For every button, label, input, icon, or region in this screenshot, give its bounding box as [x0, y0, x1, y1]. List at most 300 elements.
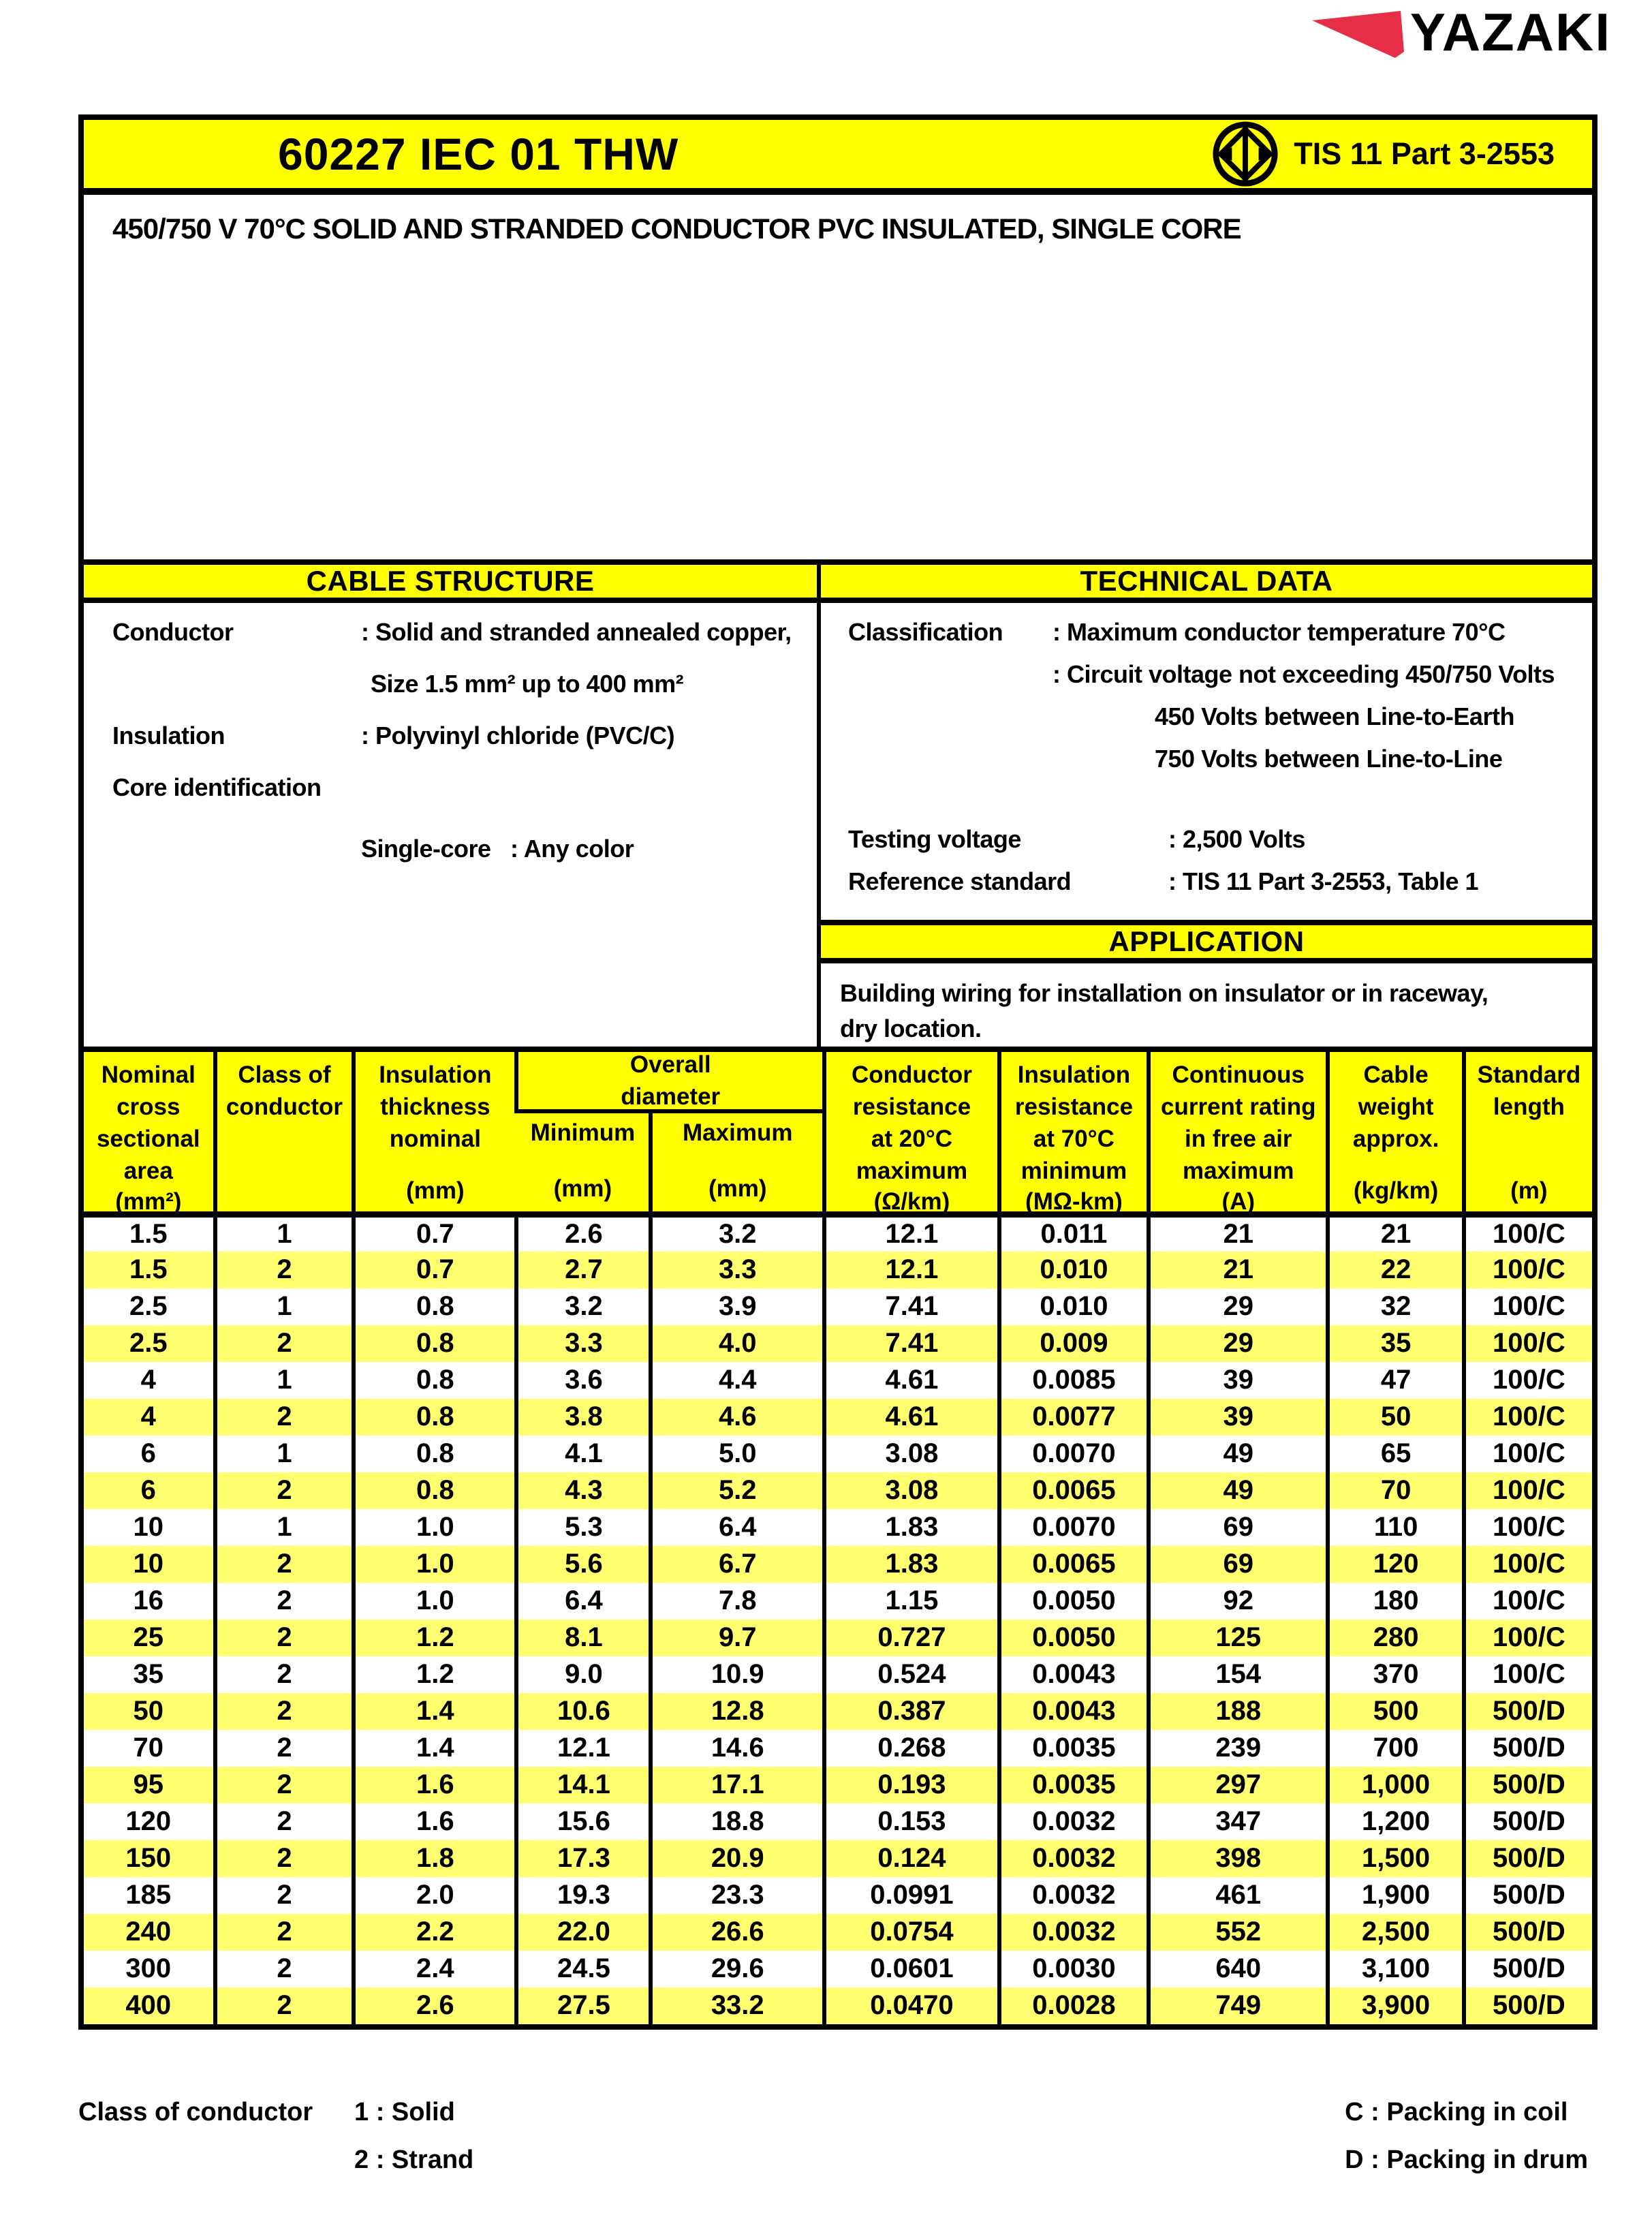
table-cell: 2.0	[354, 1877, 516, 1914]
table-cell: 4.6	[651, 1399, 824, 1436]
table-cell: 1	[215, 1436, 354, 1472]
table-cell: 0.0030	[999, 1951, 1149, 1987]
table-cell: 1.83	[824, 1546, 999, 1583]
insulation-row	[112, 720, 817, 752]
text-line: area	[123, 1158, 173, 1184]
table-cell: 0.010	[999, 1252, 1149, 1288]
technical-data-body	[821, 603, 1592, 897]
table-cell: 1.5	[84, 1252, 215, 1288]
table-cell: 500/D	[1464, 1730, 1592, 1767]
table-cell: 500/D	[1464, 1693, 1592, 1730]
table-cell: 3,900	[1328, 1987, 1463, 2024]
table-cell: 749	[1149, 1987, 1328, 2024]
table-row	[84, 1399, 1592, 1436]
table-cell: 2.5	[84, 1325, 215, 1362]
table-cell: 10.9	[651, 1656, 824, 1693]
text-line: nominal	[389, 1126, 481, 1152]
table-row	[84, 1252, 1592, 1288]
table-cell: 12.8	[651, 1693, 824, 1730]
table-cell: 100/C	[1464, 1620, 1592, 1656]
table-cell: 29	[1149, 1288, 1328, 1325]
table-cell: 2	[215, 1546, 354, 1583]
table-cell: 2	[215, 1472, 354, 1509]
table-cell: 400	[84, 1987, 215, 2024]
table-cell: 188	[1149, 1693, 1328, 1730]
text-line: C : Packing in coil	[1345, 2097, 1568, 2126]
subtitle-area	[84, 195, 1592, 559]
table-cell: 0.0035	[999, 1767, 1149, 1803]
table-cell: 552	[1149, 1914, 1328, 1951]
table-cell: 2	[215, 1767, 354, 1803]
table-cell: 0.009	[999, 1325, 1149, 1362]
text-line: Overall	[629, 1051, 711, 1078]
table-cell: 5.6	[516, 1546, 651, 1583]
table-cell: 6	[84, 1472, 215, 1509]
table-cell: 50	[84, 1693, 215, 1730]
table-cell: 7.41	[824, 1288, 999, 1325]
table-cell: 3.3	[516, 1325, 651, 1362]
cable-structure-section	[84, 559, 821, 1047]
table-cell: 300	[84, 1951, 215, 1987]
table-cell: 0.124	[824, 1840, 999, 1877]
single-core-row	[112, 833, 817, 865]
table-cell: 0.0085	[999, 1362, 1149, 1399]
table-cell: 500/D	[1464, 1914, 1592, 1951]
table-cell: 0.0028	[999, 1987, 1149, 2024]
table-row	[84, 1693, 1592, 1730]
yazaki-logo-text: YAZAKI	[1409, 2, 1611, 62]
table-row	[84, 1767, 1592, 1803]
table-cell: 0.0070	[999, 1436, 1149, 1472]
table-cell: 0.8	[354, 1399, 516, 1436]
table-cell: 39	[1149, 1362, 1328, 1399]
text-line: current rating	[1160, 1094, 1316, 1120]
text-line: Standard	[1477, 1062, 1581, 1088]
table-cell: 0.0032	[999, 1914, 1149, 1951]
table-cell: 2	[215, 1693, 354, 1730]
table-cell: 1.6	[354, 1767, 516, 1803]
table-cell: 1.15	[824, 1583, 999, 1620]
testing-voltage-value: : 2,500 Volts	[1168, 825, 1305, 853]
table-cell: 100/C	[1464, 1362, 1592, 1399]
table-cell: 500/D	[1464, 1767, 1592, 1803]
table-cell: 1.8	[354, 1840, 516, 1877]
table-cell: 1	[215, 1215, 354, 1252]
text-line: minimum	[1020, 1158, 1127, 1184]
header-overall-diameter	[516, 1049, 824, 1111]
table-cell: 2	[215, 1325, 354, 1362]
table-cell: 69	[1149, 1546, 1328, 1583]
table-cell: 120	[1328, 1546, 1463, 1583]
classification-line: : Circuit voltage not exceeding 450/750 Volts	[1053, 660, 1555, 688]
table-cell: 9.7	[651, 1620, 824, 1656]
text-line: dry location.	[840, 1015, 982, 1042]
table-cell: 2,500	[1328, 1914, 1463, 1951]
tis-standard-label: TIS 11 Part 3-2553	[1294, 136, 1555, 171]
table-row	[84, 1803, 1592, 1840]
table-cell: 110	[1328, 1509, 1463, 1546]
table-cell: 500	[1328, 1693, 1463, 1730]
classification-line: 750 Volts between Line-to-Line	[1155, 745, 1503, 773]
table-cell: 33.2	[651, 1987, 824, 2024]
table-cell: 24.5	[516, 1951, 651, 1987]
table-cell: 2	[215, 1840, 354, 1877]
table-cell: 14.1	[516, 1767, 651, 1803]
table-cell: 1	[215, 1362, 354, 1399]
table-cell: 3,100	[1328, 1951, 1463, 1987]
table-cell: 3.9	[651, 1288, 824, 1325]
specification-table	[84, 1047, 1592, 2024]
table-cell: 4	[84, 1362, 215, 1399]
table-row	[84, 1840, 1592, 1877]
table-cell: 100/C	[1464, 1656, 1592, 1693]
table-cell: 12.1	[824, 1252, 999, 1288]
table-cell: 0.268	[824, 1730, 999, 1767]
text-line: Conductor	[851, 1062, 972, 1088]
table-cell: 7.8	[651, 1583, 824, 1620]
table-cell: 14.6	[651, 1730, 824, 1767]
table-row	[84, 1546, 1592, 1583]
table-cell: 20.9	[651, 1840, 824, 1877]
table-cell: 15.6	[516, 1803, 651, 1840]
table-cell: 2	[215, 1730, 354, 1767]
table-cell: 9.0	[516, 1656, 651, 1693]
table-cell: 10.6	[516, 1693, 651, 1730]
header-diameter-minimum: Minimum (mm)	[516, 1111, 651, 1215]
table-cell: 154	[1149, 1656, 1328, 1693]
text-line: at 20°C	[871, 1126, 952, 1152]
text-line: in free air	[1184, 1126, 1292, 1152]
logo-row	[0, 0, 1652, 114]
table-row	[84, 1288, 1592, 1325]
classification-row	[848, 617, 1592, 786]
table-cell: 2	[215, 1583, 354, 1620]
table-cell: 347	[1149, 1803, 1328, 1840]
table-cell: 398	[1149, 1840, 1328, 1877]
table-cell: 8.1	[516, 1620, 651, 1656]
reference-standard-value: : TIS 11 Part 3-2553, Table 1	[1168, 867, 1479, 895]
header-standard-length: Standard length (m)	[1464, 1049, 1592, 1215]
table-row	[84, 1730, 1592, 1767]
classification-line: : Maximum conductor temperature 70°C	[1053, 618, 1506, 646]
table-row	[84, 1215, 1592, 1252]
table-cell: 16	[84, 1583, 215, 1620]
core-identification-row	[112, 772, 817, 803]
table-cell: 2.6	[516, 1215, 651, 1252]
table-cell: 0.010	[999, 1288, 1149, 1325]
table-cell: 1,000	[1328, 1767, 1463, 1803]
table-row	[84, 1436, 1592, 1472]
text-line: Nominal	[101, 1062, 196, 1088]
table-cell: 0.0065	[999, 1472, 1149, 1509]
table-cell: 5.3	[516, 1509, 651, 1546]
application-text	[821, 963, 1592, 1047]
table-cell: 7.41	[824, 1325, 999, 1362]
table-cell: 1.6	[354, 1803, 516, 1840]
header-cable-weight: Cable weight approx. (kg/km)	[1328, 1049, 1463, 1215]
table-cell: 1,500	[1328, 1840, 1463, 1877]
table-cell: 1.0	[354, 1546, 516, 1583]
header-nominal-area: Nominal cross sectional area (mm²)	[84, 1049, 215, 1215]
table-cell: 3.8	[516, 1399, 651, 1436]
text-line: Class of	[238, 1062, 331, 1088]
table-row	[84, 1914, 1592, 1951]
table-cell: 0.8	[354, 1325, 516, 1362]
class-of-conductor-note	[78, 2088, 473, 2184]
table-cell: 500/D	[1464, 1951, 1592, 1987]
table-row	[84, 1877, 1592, 1914]
table-cell: 49	[1149, 1436, 1328, 1472]
header-current-rating: Continuous current rating in free air maximum (A)	[1149, 1049, 1328, 1215]
table-cell: 2	[215, 1399, 354, 1436]
text-line: diameter	[621, 1083, 721, 1110]
testing-voltage-label: Testing voltage	[848, 825, 1021, 853]
table-cell: 29.6	[651, 1951, 824, 1987]
table-cell: 1	[215, 1288, 354, 1325]
class-note-items	[354, 2088, 473, 2184]
table-cell: 280	[1328, 1620, 1463, 1656]
classification-values	[1053, 617, 1555, 786]
table-cell: 65	[1328, 1436, 1463, 1472]
table-cell: 27.5	[516, 1987, 651, 2024]
reference-standard-row	[848, 866, 1592, 897]
table-cell: 92	[1149, 1583, 1328, 1620]
table-cell: 1,200	[1328, 1803, 1463, 1840]
yazaki-logo	[1311, 4, 1611, 60]
title-bar	[84, 120, 1592, 195]
text-line: Insulation	[1017, 1062, 1131, 1088]
table-cell: 17.3	[516, 1840, 651, 1877]
table-cell: 0.0032	[999, 1877, 1149, 1914]
header-conductor-resistance: Conductor resistance at 20°C maximum (Ω/km)	[824, 1049, 999, 1215]
text-line: maximum	[1183, 1158, 1294, 1184]
table-cell: 69	[1149, 1509, 1328, 1546]
table-cell: 4.3	[516, 1472, 651, 1509]
text-line: approx.	[1352, 1126, 1439, 1152]
technical-data-section	[821, 559, 1592, 1047]
conductor-row	[112, 617, 817, 648]
classification-label: Classification	[848, 618, 1003, 646]
table-cell: 2.5	[84, 1288, 215, 1325]
table-cell: 0.7	[354, 1252, 516, 1288]
table-cell: 100/C	[1464, 1215, 1592, 1252]
table-cell: 2	[215, 1914, 354, 1951]
table-cell: 500/D	[1464, 1840, 1592, 1877]
conductor-size-row	[112, 668, 817, 700]
table-cell: 4.61	[824, 1399, 999, 1436]
table-cell: 500/D	[1464, 1803, 1592, 1840]
table-cell: 3.08	[824, 1472, 999, 1509]
table-cell: 0.387	[824, 1693, 999, 1730]
table-cell: 1.5	[84, 1215, 215, 1252]
table-cell: 2.4	[354, 1951, 516, 1987]
insulation-label: Insulation	[112, 722, 225, 749]
table-row	[84, 1987, 1592, 2024]
reference-standard-label: Reference standard	[848, 867, 1072, 895]
table-cell: 95	[84, 1767, 215, 1803]
table-cell: 70	[1328, 1472, 1463, 1509]
table-cell: 239	[1149, 1730, 1328, 1767]
table-cell: 100/C	[1464, 1583, 1592, 1620]
table-cell: 0.0065	[999, 1546, 1149, 1583]
table-cell: 2	[215, 1620, 354, 1656]
table-cell: 0.8	[354, 1472, 516, 1509]
table-row	[84, 1362, 1592, 1399]
table-cell: 2	[215, 1987, 354, 2024]
table-cell: 2	[215, 1803, 354, 1840]
table-cell: 1.0	[354, 1583, 516, 1620]
table-cell: 100/C	[1464, 1436, 1592, 1472]
table-cell: 0.0070	[999, 1509, 1149, 1546]
header-diameter-maximum: Maximum (mm)	[651, 1111, 824, 1215]
text-line: thickness	[380, 1094, 490, 1120]
text-line: Continuous	[1172, 1062, 1305, 1088]
table-cell: 0.524	[824, 1656, 999, 1693]
core-identification-label: Core identification	[112, 773, 322, 801]
table-cell: 21	[1149, 1215, 1328, 1252]
table-cell: 100/C	[1464, 1288, 1592, 1325]
table-cell: 10	[84, 1546, 215, 1583]
table-cell: 3.6	[516, 1362, 651, 1399]
text-line: D : Packing in drum	[1345, 2145, 1588, 2174]
table-cell: 0.8	[354, 1288, 516, 1325]
application-heading: APPLICATION	[821, 920, 1592, 963]
yazaki-logo-mark-icon	[1311, 4, 1406, 60]
table-cell: 1	[215, 1509, 354, 1546]
table-cell: 0.0032	[999, 1803, 1149, 1840]
table-cell: 2.2	[354, 1914, 516, 1951]
table-cell: 0.193	[824, 1767, 999, 1803]
table-cell: 22	[1328, 1252, 1463, 1288]
table-cell: 3.08	[824, 1436, 999, 1472]
table-cell: 0.0043	[999, 1656, 1149, 1693]
table-cell: 5.0	[651, 1436, 824, 1472]
table-cell: 1.83	[824, 1509, 999, 1546]
header-insulation-thickness: Insulation thickness nominal (mm)	[354, 1049, 516, 1215]
table-cell: 1.2	[354, 1620, 516, 1656]
table-cell: 297	[1149, 1767, 1328, 1803]
table-cell: 6.4	[651, 1509, 824, 1546]
table-cell: 25	[84, 1620, 215, 1656]
text-line: 2 : Strand	[354, 2145, 474, 2174]
table-cell: 0.0043	[999, 1693, 1149, 1730]
text-line: 1 : Solid	[354, 2097, 455, 2126]
table-cell: 21	[1328, 1215, 1463, 1252]
tis-group	[1212, 121, 1555, 187]
table-cell: 180	[1328, 1583, 1463, 1620]
table-cell: 0.727	[824, 1620, 999, 1656]
table-cell: 4.61	[824, 1362, 999, 1399]
table-cell: 1.4	[354, 1693, 516, 1730]
header-insulation-resistance: Insulation resistance at 70°C minimum (MΩ-km)	[999, 1049, 1149, 1215]
table-cell: 70	[84, 1730, 215, 1767]
table-body	[84, 1215, 1592, 2024]
table-cell: 370	[1328, 1656, 1463, 1693]
table-cell: 100/C	[1464, 1325, 1592, 1362]
table-cell: 0.0754	[824, 1914, 999, 1951]
table-cell: 2	[215, 1656, 354, 1693]
table-cell: 100/C	[1464, 1546, 1592, 1583]
spec-columns	[84, 559, 1592, 1047]
table-cell: 6.7	[651, 1546, 824, 1583]
table-cell: 4.4	[651, 1362, 824, 1399]
table-cell: 1,900	[1328, 1877, 1463, 1914]
table-cell: 35	[1328, 1325, 1463, 1362]
text-line: weight	[1358, 1094, 1434, 1120]
table-cell: 0.0032	[999, 1840, 1149, 1877]
technical-data-heading: TECHNICAL DATA	[821, 559, 1592, 603]
table-cell: 120	[84, 1803, 215, 1840]
table-cell: 5.2	[651, 1472, 824, 1509]
table-cell: 700	[1328, 1730, 1463, 1767]
table-cell: 22.0	[516, 1914, 651, 1951]
table-cell: 39	[1149, 1399, 1328, 1436]
table-cell: 32	[1328, 1288, 1463, 1325]
table-cell: 1.4	[354, 1730, 516, 1767]
text-line: maximum	[856, 1158, 968, 1184]
table-header	[84, 1049, 1592, 1215]
table-cell: 19.3	[516, 1877, 651, 1914]
table-cell: 125	[1149, 1620, 1328, 1656]
cable-structure-heading: CABLE STRUCTURE	[84, 559, 817, 603]
table-cell: 4	[84, 1399, 215, 1436]
table-cell: 2.7	[516, 1252, 651, 1288]
testing-voltage-row	[848, 824, 1592, 855]
table-cell: 0.8	[354, 1436, 516, 1472]
table-cell: 0.0470	[824, 1987, 999, 2024]
table-cell: 29	[1149, 1325, 1328, 1362]
text-line: cross	[116, 1094, 181, 1120]
text-line: sectional	[96, 1126, 200, 1152]
table-row	[84, 1583, 1592, 1620]
table-cell: 0.0601	[824, 1951, 999, 1987]
table-cell: 26.6	[651, 1914, 824, 1951]
table-cell: 12.1	[824, 1215, 999, 1252]
table-cell: 3.3	[651, 1252, 824, 1288]
table-cell: 100/C	[1464, 1509, 1592, 1546]
table-cell: 12.1	[516, 1730, 651, 1767]
table-cell: 0.0050	[999, 1583, 1149, 1620]
table-cell: 461	[1149, 1877, 1328, 1914]
text-line: resistance	[852, 1094, 971, 1120]
table-cell: 2	[215, 1252, 354, 1288]
conductor-label: Conductor	[112, 618, 234, 646]
table-cell: 3.2	[651, 1215, 824, 1252]
class-note-label: Class of conductor	[78, 2097, 313, 2126]
table-cell: 500/D	[1464, 1987, 1592, 2024]
table-cell: 2	[215, 1951, 354, 1987]
footnotes	[78, 2088, 1598, 2184]
page-title: 60227 IEC 01 THW	[278, 129, 679, 179]
table-cell: 0.0077	[999, 1399, 1149, 1436]
table-cell: 50	[1328, 1399, 1463, 1436]
table-cell: 2.6	[354, 1987, 516, 2024]
table-cell: 100/C	[1464, 1399, 1592, 1436]
table-row	[84, 1509, 1592, 1546]
table-cell: 47	[1328, 1362, 1463, 1399]
text-line: Cable	[1363, 1062, 1429, 1088]
table-cell: 4.0	[651, 1325, 824, 1362]
table-cell: 0.0991	[824, 1877, 999, 1914]
table-row	[84, 1656, 1592, 1693]
table-row	[84, 1325, 1592, 1362]
table-row	[84, 1472, 1592, 1509]
table-cell: 49	[1149, 1472, 1328, 1509]
text-line: resistance	[1014, 1094, 1134, 1120]
table-cell: 100/C	[1464, 1252, 1592, 1288]
table-cell: 0.0050	[999, 1620, 1149, 1656]
insulation-value: : Polyvinyl chloride (PVC/C)	[361, 722, 675, 749]
